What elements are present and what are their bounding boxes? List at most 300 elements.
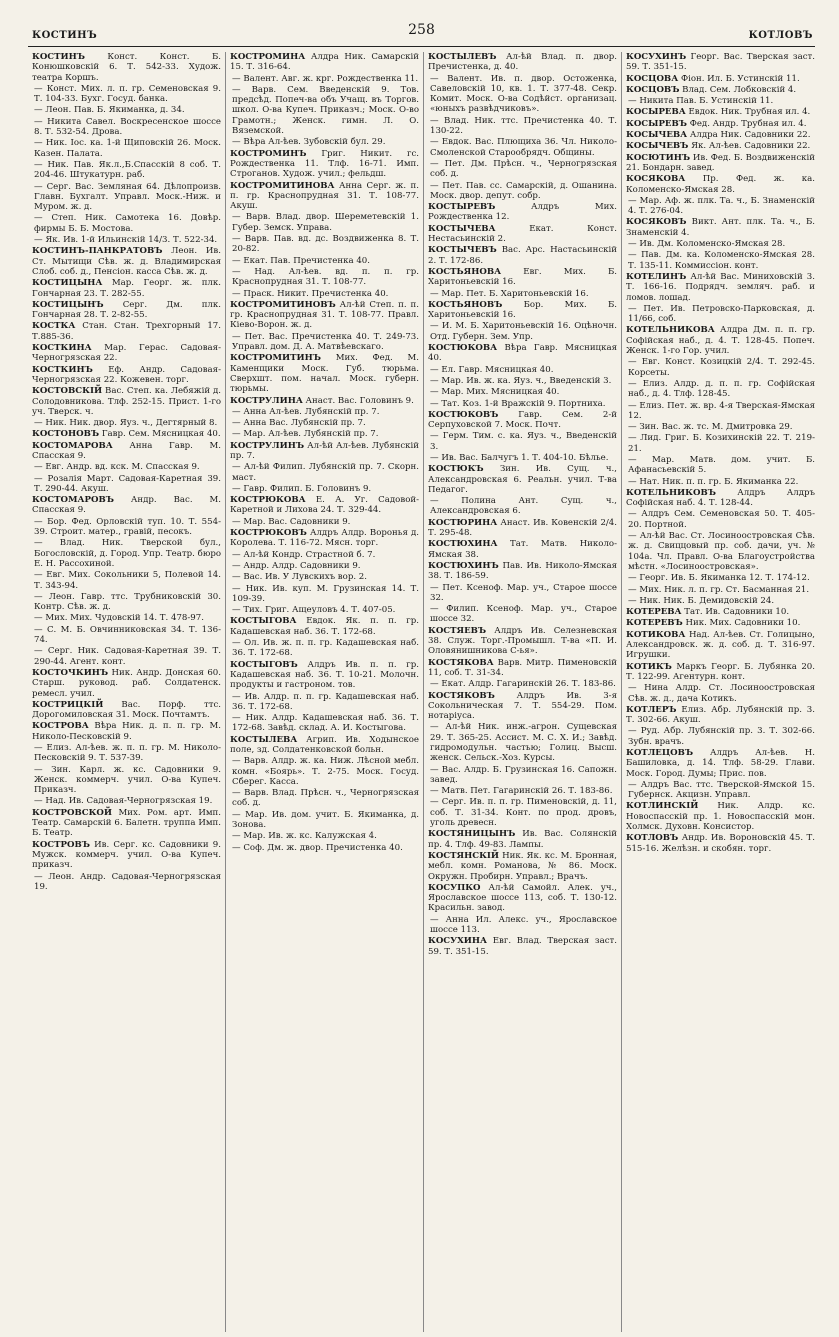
directory-entry (428, 626, 617, 657)
directory-entry (230, 528, 419, 549)
entry-surname: КОСТРИЦКІЙ (32, 699, 104, 710)
directory-entry (32, 278, 221, 299)
entry-surname: КОСТЫЧЕВЪ (428, 245, 497, 256)
entry-surname: КОСТЬЯНОВЪ (428, 299, 503, 310)
directory-entry (230, 289, 419, 299)
entry-text: Бор. Мих. Б. Харитоньевскій 16. (428, 299, 618, 321)
entry-text: Стан. Стан. Трехгорный 17. Т.885-36. (32, 321, 222, 342)
directory-entry (32, 105, 221, 115)
directory-entry (230, 660, 419, 691)
directory-entry (428, 604, 617, 625)
entry-text: — Валент. Ив. п. двор. Остоженка, Савеловскій 10, кв. 1. Т. 377-48. Секр. Комит. Моск. О-ва Содѣйст. организац. «юныхъ развѣдчиковъ». (430, 73, 617, 115)
entry-surname: КОСТЯНСКІЙ (428, 850, 500, 861)
entry-surname: КОСЦОВЪ (626, 84, 680, 95)
entry-text: Елиз. Абр. Лубянскій пр. 3. Т. 302-66. Акуш. (626, 704, 816, 726)
directory-entry (626, 52, 815, 73)
entry-text: — Ал-ѣй Кондр. Страстной б. 7. (232, 549, 376, 560)
entry-text: Вас. Порф. ттс. Дорогомиловская 31. Моск. Почтамтъ. (32, 699, 221, 721)
column-4 (622, 52, 819, 1332)
directory-entry (32, 52, 221, 83)
entry-text: — Над. Ал-ѣев. вд. п. п. гр. Краснопрудная 31. Т. 108-77. (232, 266, 419, 288)
entry-surname: КОСУХИНА (428, 936, 488, 947)
entry-text: — Серг. Вас. Земляная 64. Дѣлопроизв. Главн. Бухгалт. Управл. Моск.-Ниж. и Муром. ж. д. (34, 181, 221, 213)
entry-text: Ник. Андр. Донская 60. Старш. руковод. раб. Солдатенск. ремесл. учил. (32, 667, 221, 699)
column-3 (424, 52, 622, 1332)
entry-text: — Ел. Гавр. Мясницкая 40. (430, 364, 554, 375)
entry-text: — Анна Ил. Алекс. уч., Ярославское шоссе 113. (430, 914, 617, 936)
entry-text: — Мар. Мих. Мясницкая 40. (430, 387, 560, 398)
entry-text: Ал-ѣй Степ. п. п. гр. Краснопрудная 31. Т. 108-77. Правл. Кіево-Ворон. ж. д. (230, 299, 419, 331)
entry-text: — Мар. Аф. ж. плк. Та. ч., Б. Знаменскій 4. Т. 276-04. (628, 195, 815, 217)
entry-text: Евг. Мих. Б. Харитоньевскій 16. (428, 266, 617, 288)
directory-entry (428, 365, 617, 375)
column-2 (226, 52, 424, 1332)
directory-entry (230, 484, 419, 494)
entry-text: — Филип. Ксеноф. Мар. уч., Старое шоссе 32. (430, 604, 617, 625)
directory-entry (230, 735, 419, 756)
directory-entry (32, 538, 221, 569)
entry-surname: КОСТЮКЪ (428, 464, 484, 475)
entry-text: — Полина Ант. Сущ. ч., Александровская 6. (430, 496, 617, 517)
directory-entry (626, 509, 815, 530)
entry-text: Алдръ Алдръ Софійская наб. 4. Т. 128-44. (626, 487, 816, 509)
entry-text: Ив. Вас. Солянскій пр. 4. Тлф. 49-83. Лампы. (428, 829, 618, 850)
directory-entry (626, 585, 815, 595)
directory-entry (428, 658, 617, 679)
entry-surname: КОСЦОВА (626, 73, 679, 84)
entry-text: Ник. Як. кс. М. Бронная, мебл. комн. Романова, № 86. Моск. Окружн. Пробирн. Управл.; Врачъ. (428, 850, 618, 882)
directory-entry (626, 780, 815, 801)
entry-text: — Зин. Вас. ж. тс. М. Дмитровка 29. (628, 422, 793, 433)
entry-text: — Елиз. Пет. ж. вр. 4-я Тверская-Ямская 12. (628, 400, 815, 421)
entry-surname: КОСТЯКОВА (428, 657, 494, 668)
entry-text: — Варв. Пав. вд. дс. Воздвиженка 8. Т. 20-82. (232, 234, 419, 255)
directory-entry (32, 743, 221, 764)
entry-text: Ал-ѣй Самойл. Алек. уч., Ярославское шоссе 113, соб. Т. 130-12. Красильн. завод. (428, 882, 618, 914)
directory-entry (626, 726, 815, 747)
entry-text: — Мар. Ал-ѣев. Лубянскій пр. 7. (232, 429, 379, 440)
entry-surname: КОСТРОВСКОЙ (32, 807, 113, 818)
entry-text: — Як. Ив. 1-й Ильинскій 14/3. Т. 522-34. (34, 235, 218, 246)
directory-entry (428, 224, 617, 245)
directory-entry (230, 407, 419, 417)
entry-text: — Мар. Пет. Б. Харитоньевскій 16. (430, 288, 589, 299)
entry-text: Георг. Вас. Тверская заст. 59. Т. 351-15. (626, 52, 816, 73)
entry-surname: КОСТИЦЫНА (32, 278, 103, 289)
entry-text: Е. А. Уг. Садовой-Каретной и Лихова 24. Т. 329-44. (230, 495, 419, 516)
entry-surname: КОСТОВСКІЙ (32, 386, 103, 397)
entry-text: — Пет. Ксеноф. Мар. уч., Старое шоссе 32. (430, 582, 617, 603)
directory-entry (626, 455, 815, 476)
entry-text: — Пет. Вас. Пречистенка 40. Т. 249-73. Управл. дом. Д. А. Матвѣевскаго. (232, 331, 419, 353)
directory-entry (230, 332, 419, 353)
directory-entry (230, 52, 419, 73)
entry-surname: КОСТРЮКОВЪ (230, 528, 307, 539)
directory-entry (626, 379, 815, 400)
entry-text: — Елиз. Алдр. д. п. п. гр. Софійская наб., д. 4. Тлф. 128-45. (628, 378, 815, 400)
entry-text: — Евг. Андр. вд. кск. М. Спасская 9. (34, 462, 200, 473)
directory-entry (230, 605, 419, 615)
directory-entry (626, 85, 815, 95)
directory-entry (428, 387, 617, 397)
entry-surname: КОСТЫГОВА (230, 616, 297, 627)
directory-entry (626, 119, 815, 129)
entry-surname: КОСТЮКОВЪ (428, 409, 499, 420)
directory-entry (626, 401, 815, 422)
entry-text: — Степ. Ник. Самотека 16. Довѣр. фирмы Б. Б. Мостова. (34, 213, 221, 234)
entry-text: Пав. Ив. Николо-Ямская 38. Т. 186-59. (428, 560, 618, 582)
entry-text: — Валент. Авг. ж. крг. Рождественка 11. (232, 73, 419, 84)
entry-surname: КОСТЯЕВЪ (428, 625, 487, 636)
entry-text: Алдра Ник. Садовники 22. (689, 130, 811, 141)
entry-surname: КОСТЫЛЕВА (230, 734, 298, 745)
directory-entry (32, 246, 221, 277)
entry-surname: КОСЫРЕВЪ (626, 118, 687, 129)
directory-entry (230, 212, 419, 233)
entry-text: Викт. Ант. плк. Та. ч., Б. Знаменскій 4. (626, 217, 815, 238)
entry-text: Вас. Степ. ка. Лебяжій д. Солодовникова. Тлф. 252-15. Прист. 1-го уч. Тверск. ч. (32, 386, 221, 417)
entry-surname: КОСЯКОВА (626, 174, 686, 185)
entry-text: — Пет. Дм. Прѣсн. ч., Черногрязская соб. д. (430, 158, 617, 180)
entry-surname: КОСТКИНА (32, 343, 92, 354)
entry-surname: КОТИКОВА (626, 629, 686, 640)
directory-entry (428, 137, 617, 158)
directory-entry (626, 304, 815, 325)
entry-surname: КОСТЫГОВЪ (230, 659, 298, 670)
entry-text: Андр. Ив. Вороновскій 45. Т. 515-16. Желѣзн. и скобян. торг. (626, 833, 816, 854)
directory-entry (428, 376, 617, 386)
directory-entry (626, 325, 815, 356)
directory-entry (32, 700, 221, 721)
directory-entry (428, 431, 617, 452)
entry-text: Ал-ѣй Вас. Миниховскій 3. Т. 166-16. Подрядч. земляч. раб. и ломов. лошад. (626, 271, 815, 303)
entry-text: Леон. Ив. Ст. Мытищи Сѣв. ж. д. Владимирская Слоб. соб. д., Пенсіон. касса Сѣв. ж. д. (32, 246, 221, 277)
directory-entry (32, 462, 221, 472)
directory-entry (626, 683, 815, 704)
entry-text: — Мар. Ив. ж. ка. Яуз. ч., Введенскій 3. (430, 375, 612, 386)
entry-text: — Мар. Вас. Садовники 9. (232, 516, 351, 527)
directory-entry (428, 399, 617, 409)
directory-entry (428, 915, 617, 936)
entry-surname: КОСТОЧКИНЪ (32, 667, 109, 678)
entry-text: — Руд. Абр. Лубянскій пр. 3. Т. 302-66. Зубн. врачъ. (628, 726, 815, 747)
entry-text: Агрип. Ив. Ходынское поле, зд. Солдатенковской больн. (230, 734, 420, 755)
directory-entry (626, 130, 815, 140)
entry-text: — Екат. Алдр. Гагаринскій 26. Т. 183-86. (430, 679, 616, 690)
directory-entry (428, 116, 617, 137)
entry-text: — Мих. Ник. л. п. гр. Ст. Басманная 21. (628, 584, 810, 595)
entry-surname: КОТЕЛИНЪ (626, 271, 687, 282)
entry-text: Влад. Сем. Лобковскій 4. (682, 84, 797, 95)
directory-entry (32, 808, 221, 839)
entry-text: — Евг. Конст. Козицкій 2/4. Т. 292-45. Корсеты. (628, 357, 815, 378)
directory-entry (626, 748, 815, 779)
entry-text: — Серг. Ив. п. п. гр. Пименовскій, д. 11, соб. Т. 31-34. Конт. по прод. дровъ, уголь древесн. (430, 797, 617, 829)
directory-entry (428, 267, 617, 288)
entry-surname: КОСТЫРЕВЪ (428, 202, 496, 213)
entry-text: — Влад. Ник. Тверской бул., Богословскій, д. Город. Упр. Театр. бюро Е. Н. Рассохиной. (34, 538, 221, 569)
directory-entry (626, 833, 815, 854)
entry-surname: КОСТРУЛИНЪ (230, 440, 305, 451)
directory-entry (626, 141, 815, 151)
entry-surname: КОТЕРЕВА (626, 607, 682, 618)
directory-entry (230, 810, 419, 831)
directory-entry (626, 488, 815, 509)
entry-text: Ив. Серг. кс. Садовники 9. Мужск. коммерч. учил. О-ва Купеч. приказч. (32, 839, 222, 871)
directory-entry (230, 429, 419, 439)
directory-entry (230, 300, 419, 331)
entry-text: — Георг. Ив. Б. Якиманка 12. Т. 174-12. (628, 573, 810, 584)
entry-text: — Вѣра Ал-ѣев. Зубовскій бул. 29. (232, 137, 386, 148)
directory-entry (626, 662, 815, 683)
directory-entry (428, 52, 617, 73)
entry-text: Конст. Конст. Б. Конюшковскій 6. Т. 542-33. Худож. театра Коршъ. (32, 52, 221, 83)
directory-entry (230, 181, 419, 212)
entry-surname: КОСТРЮКОВА (230, 495, 306, 506)
entry-surname: КОСТРУЛИНА (230, 395, 303, 406)
entry-text: — Лид. Григ. Б. Козихинскій 22. Т. 219-21. (628, 433, 815, 454)
entry-text: Маркъ Георг. Б. Лубянка 20. Т. 122-99. Агентурн. конт. (626, 661, 816, 682)
directory-entry (428, 722, 617, 763)
entry-text: — Никита Савел. Воскресенское шоссе 8. Т. 532-54. Дрова. (34, 116, 221, 138)
entry-text: — Зин. Карл. ж. кс. Садовники 9. Женск. коммерч. учил. О-ва Купеч. Приказч. (34, 764, 221, 796)
entry-text: — Мих. Мих. Чудовскій 14. Т. 478-97. (34, 613, 204, 624)
directory-entry (32, 343, 221, 364)
directory-entry (32, 721, 221, 742)
directory-entry (32, 872, 221, 893)
entry-text: — Леон. Гавр. ттс. Трубниковскій 30. Контр. Сѣв. ж. д. (34, 591, 221, 613)
directory-entry (428, 797, 617, 828)
directory-entry (32, 796, 221, 806)
entry-surname: КОСТЮРИНА (428, 517, 498, 528)
entry-text: Тат. Матв. Николо-Ямская 38. (428, 539, 617, 560)
directory-entry (428, 343, 617, 364)
directory-entry (230, 713, 419, 734)
entry-text: — Матв. Пет. Гагаринскій 26. Т. 183-86. (430, 786, 613, 797)
entry-text: — Ив. Вас. Балчугъ 1. Т. 404-10. Бѣлье. (430, 452, 609, 463)
directory-entry (32, 840, 221, 871)
entry-text: Григ. Никит. гс. Рождественка 11. Тлф. 16-71. Имп. Строганов. Худож. учил.; фельдш. (230, 148, 419, 180)
directory-entry (428, 936, 617, 957)
directory-entry (428, 300, 617, 321)
directory-entry (32, 365, 221, 386)
directory-entry (230, 756, 419, 787)
directory-entry (230, 561, 419, 571)
directory-entry (626, 250, 815, 271)
entry-text: — Мар. Ив. ж. кс. Калужская 4. (232, 831, 377, 842)
directory-entry (626, 607, 815, 617)
entry-text: — Пав. Дм. ка. Коломенско-Ямская 28. Т. 135-11. Коммиссіон. конт. (628, 250, 815, 271)
directory-entry (626, 531, 815, 572)
running-head-right: КОТЛОВЪ (748, 30, 813, 41)
entry-text: — Анна Вас. Лубянскій пр. 7. (232, 418, 366, 429)
entry-text: — С. М. Б. Овчинниковская 34. Т. 136-74. (34, 624, 221, 646)
entry-text: Евдок. Як. п. п. гр. Кадашевская наб. 36. Т. 172-68. (230, 616, 420, 637)
entry-text: Алдръ Алдр. Воронья д. Королева. Т. 116-72. Мясн. торг. (230, 528, 419, 549)
entry-text: Фіон. Ил. Б. Устинскій 11. (680, 73, 800, 84)
entry-text: — Нина Алдр. Ст. Лосиноостровская Сѣв. ж. д., дача Котикъ. (628, 683, 815, 704)
entry-text: Фед. Андр. Трубная ил. 4. (689, 118, 807, 129)
entry-text: — Конст. Мих. л. п. гр. Семеновская 9. Т. 104-33. Бухг. Госуд. банка. (34, 83, 221, 105)
entry-text: Андр. Вас. М. Спасская 9. (32, 495, 221, 516)
directory-entry (32, 300, 221, 321)
entry-text: Ал-ѣй Влад. п. двор. Пречистенка, д. 40. (428, 52, 617, 73)
entry-surname: КОСТРОВЪ (32, 839, 90, 850)
entry-text: Варв. Митр. Пименовскій 11, соб. Т. 31-34. (428, 657, 617, 678)
entry-text: Евг. Влад. Тверская заст. 59. Т. 351-15. (428, 936, 618, 957)
entry-text: — Ал-ѣй Вас. Ст. Лосиноостровская Сѣв. ж. д. Свиццовый пр. соб. дачи, уч. № 104а. Чл. Правл. О-ва Благоустройства мѣстн. «Лосиноостровская». (628, 531, 815, 572)
directory-entry (32, 646, 221, 667)
directory-entry (32, 321, 221, 342)
entry-text: — Варв. Алдр. ж. ка. Ниж. Лѣсной мебл. комн. «Боярь». Т. 2-75. Моск. Госуд. Сберег. Касса. (232, 756, 419, 787)
entry-surname: КОСТЮХИНА (428, 539, 498, 550)
directory-entry (428, 851, 617, 882)
entry-surname: КОТЕРЕВЪ (626, 618, 683, 629)
entry-surname: КОТЛИНСКІЙ (626, 801, 699, 812)
directory-entry (428, 181, 617, 202)
directory-entry (230, 137, 419, 147)
directory-entry (32, 235, 221, 245)
entry-surname: КОСТОНОВЪ (32, 429, 100, 440)
directory-entry (626, 630, 815, 661)
directory-entry (230, 74, 419, 84)
directory-entry (428, 518, 617, 539)
directory-entry (32, 625, 221, 646)
directory-entry (626, 217, 815, 238)
directory-entry (230, 462, 419, 483)
entry-text: — Анна Ал-ѣев. Лубянскій пр. 7. (232, 406, 380, 417)
directory-entry (626, 573, 815, 583)
directory-entry (428, 74, 617, 115)
directory-entry (32, 765, 221, 796)
entry-text: — Алдръ Вас. ттс. Тверской-Ямской 15. Губернск. Акцизн. Управл. (628, 779, 815, 801)
directory-entry (230, 234, 419, 255)
entry-surname: КОТЕЛЬНИКОВЪ (626, 487, 716, 498)
directory-entry (626, 801, 815, 832)
entry-text: Вѣра Ник. д. п. п. гр. М. Николо-Песковскій 9. (32, 721, 221, 742)
directory-entry (32, 474, 221, 495)
entry-text: — Соф. Дм. ж. двор. Пречистенка 40. (232, 842, 403, 853)
entry-text: Алдра Ник. Самарскій 15. Т. 316-64. (230, 52, 419, 73)
entry-text: Ник. Алдр. кс. Новоспасскій пр. 1. Новоспасскій мон. Холмск. Духовн. Консистор. (626, 801, 816, 833)
entry-surname: КОСТРОМИНЪ (230, 148, 307, 159)
directory-entry (428, 496, 617, 517)
entry-surname: КОСУХИНЪ (626, 52, 687, 62)
entry-text: — Елиз. Ал-ѣев. ж. п. п. гр. М. Николо-Песковскій 9. Т. 537-39. (34, 743, 221, 764)
directory-entry (230, 85, 419, 136)
directory-entry (428, 829, 617, 850)
directory-entry (32, 418, 221, 428)
directory-entry (626, 596, 815, 606)
directory-entry (230, 550, 419, 560)
entry-text: — Тих. Григ. Ащеуловъ 4. Т. 407-05. (232, 605, 396, 616)
entry-text: — Гавр. Филип. Б. Головинъ 9. (232, 483, 372, 494)
directory-entry (32, 613, 221, 623)
directory-entry (626, 107, 815, 117)
directory-entry (626, 705, 815, 726)
directory-entry (626, 96, 815, 106)
entry-text: Еф. Андр. Садовая-Черногрязская 22. Кожевен. торг. (32, 364, 222, 385)
directory-entry (626, 196, 815, 217)
entry-text: Евдок. Ник. Трубная ил. 4. (688, 107, 811, 118)
entry-text: — Варв. Влад. двор. Шереметевскій 1. Губер. Земск. Управа. (232, 212, 419, 233)
entry-text: — Ал-ѣй Ник. инж.-агрон. Сущевская 29. Т. 365-25. Ассист. М. С. Х. И.; Завѣд. гидромодульн. частью; Голиц. Высш. женск. Сельск.-Хоз. Курсы. (430, 722, 617, 764)
entry-text: — Ол. Ив. ж. п. п. гр. Кадашевская наб. 36. Т. 172-68. (232, 638, 419, 659)
page-number: 258 (408, 22, 435, 38)
directory-entry (230, 638, 419, 659)
entry-text: — Ник. Алдр. Кадашевская наб. 36. Т. 172-68. Завѣд. склад. А. И. Костыгова. (232, 713, 419, 734)
entry-text: Тат. Ив. Садовники 10. (684, 607, 790, 618)
directory-entry (230, 353, 419, 394)
entry-surname: КОСЯКОВЪ (626, 217, 687, 228)
directory-entry (428, 583, 617, 604)
directory-entry (626, 422, 815, 432)
entry-text: — Герм. Тим. с. ка. Яуз. ч., Введенскій 3. (430, 431, 617, 452)
entry-text: Екат. Конст. Нестасьинскій 2. (428, 223, 618, 245)
entry-text: Ив. Фед. Б. Воздвиженскій 21. Бондарн. завед. (626, 152, 815, 173)
entry-text: — Леон. Андр. Садовая-Черногрязская 19. (34, 871, 221, 892)
entry-text: — Нат. Ник. п. п. гр. Б. Якиманка 22. (628, 476, 799, 487)
entry-text: — Мар. Ив. дом. учит. Б. Якиманка, д. Зонова. (232, 809, 419, 831)
directory-entry (32, 495, 221, 516)
directory-columns (28, 52, 819, 1332)
entry-text: — Андр. Алдр. Садовники 9. (232, 560, 361, 571)
entry-text: Алдръ Ал-ѣев. Н. Башиловка, д. 14. Тлф. 58-29. Глави. Моск. Город. Думы; Прис. пов. (626, 748, 815, 779)
entry-text: — Варв. Влад. Прѣсн. ч., Черногрязская соб. д. (232, 788, 419, 809)
directory-entry (626, 433, 815, 454)
entry-surname: КОСЫРЕВА (626, 107, 686, 118)
directory-entry (230, 584, 419, 605)
entry-text: — Ник. Ив. куп. М. Грузинская 14. Т. 109-39. (232, 583, 419, 604)
directory-entry (428, 464, 617, 495)
entry-surname: КОСТИНЪ (32, 52, 85, 62)
entry-text: Алдръ Ив. Селезневская 38. Служ. Торг.-Промышл. Т-ва «П. И. Оловянишникова С-ья». (428, 625, 617, 657)
directory-entry (32, 668, 221, 699)
directory-entry (230, 517, 419, 527)
directory-entry (32, 386, 221, 417)
directory-entry (428, 786, 617, 796)
entry-text: — Ник. Іос. ка. 1-й Щиповскій 26. Моск. Казен. Палата. (34, 138, 221, 159)
entry-surname: КОСТРОМИТИНЪ (230, 353, 321, 364)
entry-text: — Розалія Март. Садовая-Каретная 39. Т. 290-44. Акуш. (34, 473, 221, 494)
directory-entry (230, 616, 419, 637)
directory-entry (428, 539, 617, 560)
entry-text: Мар. Георг. ж. плк. Гончарная 23. Т. 282-55. (32, 278, 221, 299)
entry-surname: КОСУПКО (428, 882, 481, 893)
directory-entry (230, 788, 419, 809)
entry-text: — Ник. Ник. Б. Демидовскій 24. (628, 595, 775, 606)
entry-text: — Пет. Ив. Петровско-Парковская, д. 11/66, соб. (628, 303, 815, 325)
directory-entry (230, 495, 419, 516)
entry-text: Зин. Ив. Сущ. ч., Александровская 6. Реальн. учил. Т-ва Педагог. (428, 464, 617, 495)
directory-entry (230, 843, 419, 853)
directory-entry (32, 84, 221, 105)
entry-text: — Варв. Сем. Введенскій 9. Тов. предсѣд. Попеч-ва объ Учащ. въ Торгов. школ. О-ва Купеч. Приказч.; Моск. О-во Грамотн.; Женск. гимн. Л. О. Вяземской. (232, 84, 419, 137)
entry-text: — Над. Ив. Садовая-Черногрязская 19. (34, 796, 213, 807)
entry-surname: КОСТЮКОВА (428, 343, 498, 354)
directory-entry (428, 289, 617, 299)
entry-surname: КОСТИЦЫНЪ (32, 299, 104, 310)
entry-text: — Мар. Матв. дом. учит. Б. Афанасьевскій 5. (628, 454, 815, 476)
entry-text: — Ник. Ник. двор. Яуз. ч., Дегтярный 8. (34, 418, 218, 429)
directory-entry (230, 441, 419, 462)
entry-text: Як. Ал-ѣев. Садовники 22. (691, 141, 811, 152)
directory-entry (32, 138, 221, 159)
directory-entry (626, 357, 815, 378)
directory-entry (230, 267, 419, 288)
entry-text: — Влад. Ник. ттс. Пречистенка 40. Т. 130-22. (430, 115, 617, 137)
entry-surname: КОСТЬЯНОВА (428, 266, 502, 277)
